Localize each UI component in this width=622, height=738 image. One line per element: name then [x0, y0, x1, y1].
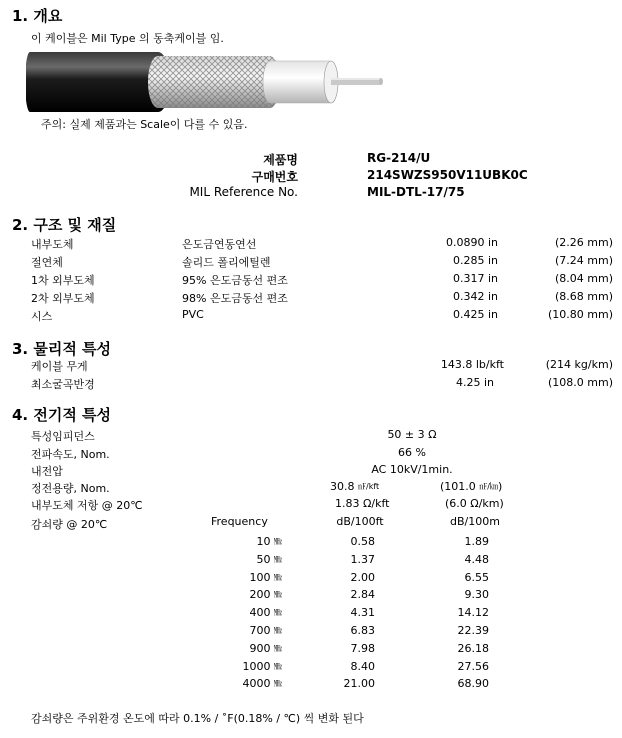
construction-material: 솔리드 폴리에틸렌 — [182, 256, 271, 269]
section-1-title: 1. 개요 — [12, 7, 63, 25]
attenuation-db-100m: 4.48 — [464, 552, 489, 566]
velocity-value: 66 % — [398, 446, 426, 459]
construction-inch: 0.285 in — [452, 254, 498, 267]
attenuation-frequency: 700 ㎒ — [249, 624, 282, 637]
attenuation-db-100m: 1.89 — [464, 535, 489, 548]
attenuation-footnote: 감쇠량은 주위환경 온도에 따라 0.1% / ˚F(0.18% / ℃) 씩 변화 된다 — [31, 712, 364, 725]
mhz-unit: ㎒ — [274, 626, 282, 635]
attenuation-frequency: 900 ㎒ — [249, 641, 282, 655]
attenuation-db-100ft: 2.84 — [350, 588, 375, 602]
construction-part: 1차 외부도체 — [31, 274, 95, 287]
attenuation-db-100ft: 21.00 — [343, 677, 375, 691]
construction-material: PVC — [182, 308, 204, 321]
mhz-unit: ㎒ — [274, 679, 282, 689]
construction-inch: 0.0890 in — [445, 236, 498, 249]
construction-part: 시스 — [31, 310, 53, 323]
attenuation-db-100ft: 8.40 — [350, 659, 375, 673]
attenuation-frequency: 100 ㎒ — [249, 570, 282, 584]
attenuation-frequency: 4000 ㎒ — [242, 677, 282, 691]
attenuation-db-100ft: 7.98 — [350, 641, 375, 655]
mhz-unit: ㎒ — [274, 537, 282, 546]
construction-inch: 0.317 in — [452, 272, 498, 285]
attenuation-frequency: 200 ㎒ — [249, 588, 282, 602]
construction-part: 2차 외부도체 — [31, 292, 95, 305]
db-per-100m-header: dB/100m — [450, 515, 500, 528]
velocity-label: 전파속도, Nom. — [31, 448, 110, 461]
weight-label: 케이블 무게 — [31, 360, 88, 373]
voltage-label: 내전압 — [31, 465, 63, 478]
purchase-code-value: 214SWZS950V11UBK0C — [367, 168, 528, 182]
attenuation-db-100m: 68.90 — [457, 677, 489, 691]
attenuation-db-100m: 22.39 — [457, 624, 489, 637]
scale-note: 주의: 실제 제품과는 Scale이 다를 수 있음. — [41, 118, 248, 131]
capacitance-metric: (101.0 ㎋/㎞) — [440, 480, 503, 493]
attenuation-frequency: 50 ㎒ — [256, 552, 282, 566]
frequency-header: Frequency — [211, 515, 268, 528]
construction-mm: (8.68 mm) — [554, 290, 613, 303]
attenuation-db-100m: 6.55 — [464, 570, 489, 584]
section-4-title: 4. 전기적 특성 — [12, 406, 112, 424]
weight-metric: (214 kg/km) — [545, 358, 613, 371]
attenuation-db-100ft: 2.00 — [350, 570, 375, 584]
mhz-unit: ㎒ — [274, 661, 282, 671]
resistance-value: 1.83 Ω/kft — [335, 497, 390, 510]
capacitance-label: 정전용량, Nom. — [31, 482, 110, 495]
attenuation-db-100ft: 0.58 — [350, 535, 375, 548]
attenuation-db-100ft: 1.37 — [350, 552, 375, 566]
construction-material: 95% 은도금동선 편조 — [182, 274, 288, 287]
mhz-unit: ㎒ — [274, 572, 282, 582]
construction-mm: (8.04 mm) — [554, 272, 613, 285]
bend-radius-metric: (108.0 mm) — [547, 376, 613, 389]
construction-mm: (2.26 mm) — [554, 236, 613, 249]
attenuation-db-100ft: 4.31 — [350, 606, 375, 620]
voltage-value: AC 10kV/1min. — [371, 463, 453, 476]
impedance-value: 50 ± 3 Ω — [387, 428, 437, 441]
construction-material: 은도금연동연선 — [182, 238, 257, 251]
construction-mm: (10.80 mm) — [547, 308, 613, 321]
construction-part: 절연체 — [31, 256, 63, 269]
attenuation-label: 감쇠량 @ 20℃ — [31, 518, 108, 531]
construction-inch: 0.425 in — [452, 308, 498, 321]
capacitance-value: 30.8 ㎋/kft — [330, 480, 380, 493]
mhz-unit: ㎒ — [274, 554, 282, 564]
db-per-100ft-header: dB/100ft — [336, 515, 384, 528]
attenuation-db-100m: 14.12 — [457, 606, 489, 620]
attenuation-frequency: 10 ㎒ — [256, 535, 282, 548]
attenuation-db-100m: 27.56 — [457, 659, 489, 673]
attenuation-db-100m: 9.30 — [464, 588, 489, 602]
attenuation-db-100ft: 6.83 — [350, 624, 375, 637]
construction-inch: 0.342 in — [452, 290, 498, 303]
bend-radius-label: 최소굴곡반경 — [31, 378, 95, 391]
product-name-label: 제품명 — [263, 153, 298, 167]
purchase-code-label: 구매번호 — [251, 170, 298, 184]
section-2-title: 2. 구조 및 재질 — [12, 216, 117, 234]
attenuation-frequency: 400 ㎒ — [249, 606, 282, 620]
attenuation-frequency: 1000 ㎒ — [242, 659, 282, 673]
section-3-title: 3. 물리적 특성 — [12, 340, 112, 358]
attenuation-db-100m: 26.18 — [457, 641, 489, 655]
overview-text: 이 케이블은 Mil Type 의 동축케이블 임. — [31, 32, 224, 45]
construction-material: 98% 은도금동선 편조 — [182, 292, 288, 305]
bend-radius-value: 4.25 in — [455, 376, 494, 389]
resistance-label: 내부도체 저항 @ 20℃ — [31, 499, 143, 512]
resistance-metric: (6.0 Ω/km) — [445, 497, 504, 510]
mil-ref-value: MIL-DTL-17/75 — [367, 185, 465, 199]
mhz-unit: ㎒ — [274, 608, 282, 618]
impedance-label: 특성임피던스 — [31, 430, 95, 443]
product-name-value: RG-214/U — [367, 151, 431, 165]
mhz-unit: ㎒ — [274, 643, 282, 653]
mhz-unit: ㎒ — [274, 590, 282, 600]
mil-ref-label: MIL Reference No. — [189, 185, 298, 199]
construction-part: 내부도체 — [31, 238, 74, 251]
weight-value: 143.8 lb/kft — [440, 358, 504, 371]
cable-cross-section-image — [26, 46, 386, 118]
construction-mm: (7.24 mm) — [554, 254, 613, 267]
